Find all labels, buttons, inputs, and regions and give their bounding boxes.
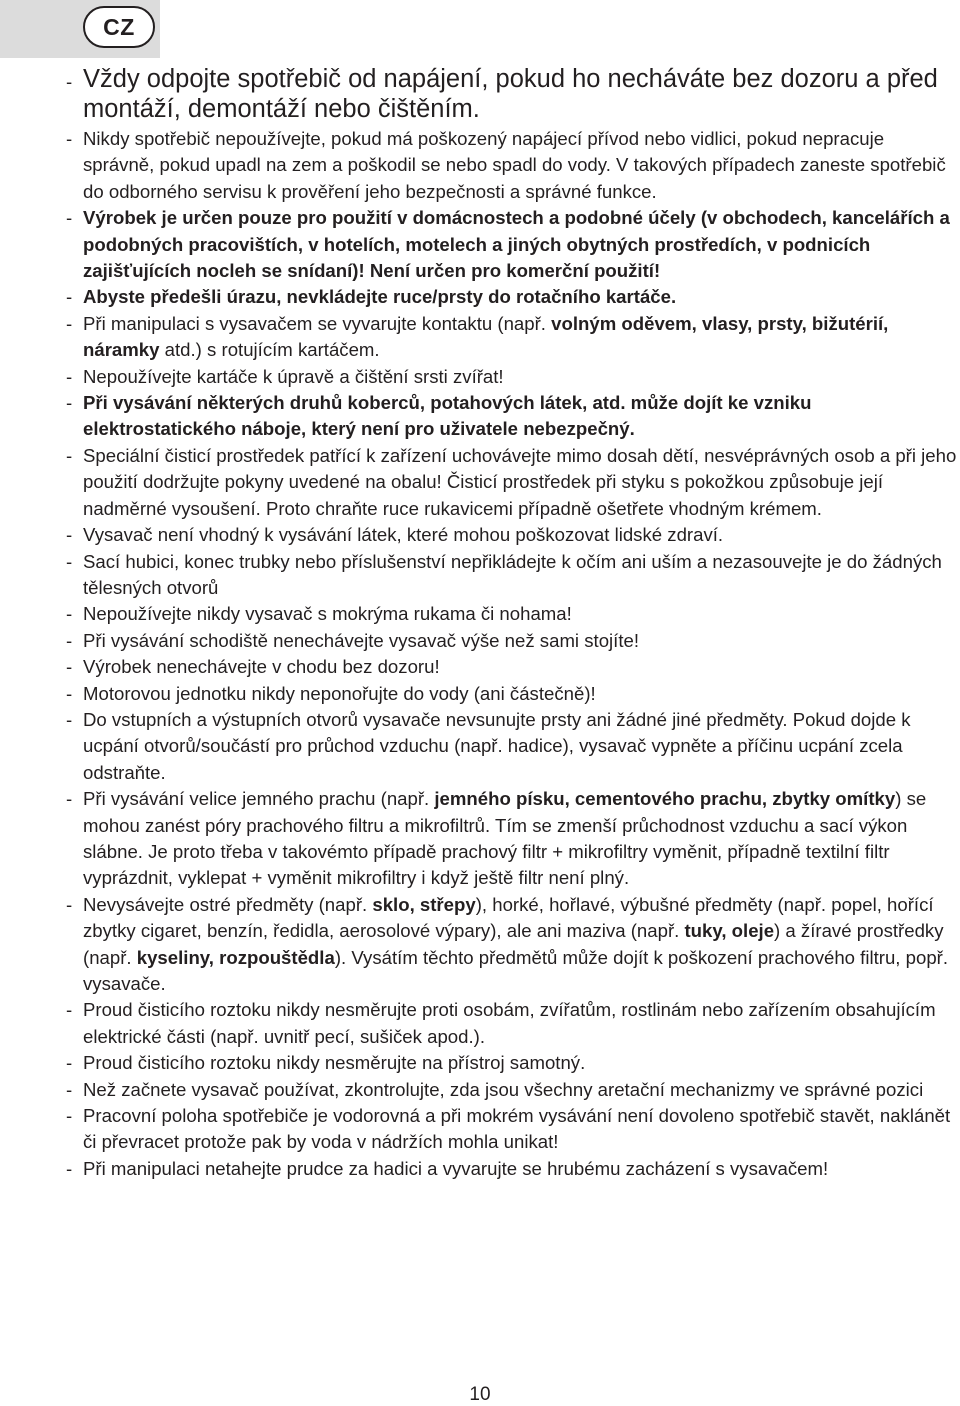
text: ). Vysátím těchto předmětů může dojít k poškození prachového filtru, popř. vysavače. <box>83 946 949 994</box>
list-item <box>66 997 958 1050</box>
list-item <box>66 549 958 602</box>
text: Vysavač není vhodný k vysávání látek, které mohou poškozovat lidské zdraví. <box>83 524 724 546</box>
text: Výrobek nenechávejte v chodu bez dozoru! <box>83 656 440 678</box>
list-item <box>66 601 958 627</box>
text: Při vysávání velice jemného prachu (např. <box>83 788 435 810</box>
safety-list <box>66 64 958 1182</box>
text: Proud čisticího roztoku nikdy nesměrujte na přístroj samotný. <box>83 1052 586 1074</box>
text: Nepoužívejte kartáče k úpravě a čištění srsti zvířat! <box>83 365 504 387</box>
text: Nikdy spotřebič nepoužívejte, pokud má poškozený napájecí přívod nebo vidlici, pokud nepracuje správně, pokud upadl na zem a poškodil se nebo spadl do vody. V takových případech zaneste spotřebič do odborného servisu k prověření jeho bezpečnosti a správné funkce. <box>83 128 946 202</box>
list-item <box>66 522 958 548</box>
list-item <box>66 205 958 284</box>
bold-text: Při vysávání některých druhů koberců, potahových látek, atd. může dojít ke vzniku elektrostatického náboje, který není pro uživatele nebezpečný. <box>83 392 812 440</box>
text: Než začnete vysavač používat, zkontrolujte, zda jsou všechny aretační mechanizmy ve správné pozici <box>83 1078 924 1100</box>
text: Nevysávejte ostré předměty (např. <box>83 893 373 915</box>
safety-instructions <box>66 64 958 1182</box>
list-item <box>66 786 958 892</box>
text: Pracovní poloha spotřebiče je vodorovná a při mokrém vysávání není dovoleno spotřebič stavět, naklánět či převracet protože pak by voda v nádržích mohla unikat! <box>83 1105 951 1153</box>
list-item <box>66 654 958 680</box>
list-item <box>66 681 958 707</box>
list-item <box>66 311 958 364</box>
list-item <box>66 628 958 654</box>
text: Motorovou jednotku nikdy neponořujte do vody (ani částečně)! <box>83 682 596 704</box>
text: Nepoužívejte nikdy vysavač s mokrýma rukama či nohama! <box>83 603 572 625</box>
bold-text: kyseliny, rozpouštědla <box>136 946 335 968</box>
text: Speciální čisticí prostředek patřící k zařízení uchovávejte mimo dosah dětí, nesvéprávných osob a při jeho použití dodržujte pokyny uvedené na obalu! Čisticí prostředek při styku s pokožkou způsobuje její nadměrné vysoušení. Proto chraňte ruce rukavicemi případně ošetřete vhodným krémem. <box>83 444 957 519</box>
bold-text: jemného písku, cementového prachu, zbytky omítky <box>434 788 896 810</box>
text: Sací hubici, konec trubky nebo příslušenství nepřikládejte k očím ani uším a nezasouvejte je do žádných tělesných otvorů <box>83 550 942 598</box>
page-number: 10 <box>469 1384 491 1405</box>
list-item <box>66 64 958 124</box>
bold-text: tuky, oleje <box>684 920 775 942</box>
list-item <box>66 1103 958 1156</box>
list-item <box>66 1050 958 1076</box>
bold-text: Výrobek je určen pouze pro použití v domácnostech a podobné účely (v obchodech, kancelářích a podobných pracovištích, v hotelích, motelech a jiných obytných prostředích, v podnicích zajišťujících nocleh se snídaní)! Není určen pro komerční použití! <box>83 207 950 282</box>
text: ) a žíravé prostředky (např. <box>83 920 944 968</box>
text: ) se mohou zanést póry prachového filtru a mikrofiltrů. Tím se zmenší průchodnost vzduchu a sací výkon slábne. Je proto třeba v takovémto případě prachový filtr + mikrofiltry vyměnit, případně textilní filtr vyprázdnit, vyklepat + vyměnit mikrofiltry i když ještě filtr není plný. <box>83 788 927 889</box>
bold-text: volným oděvem, vlasy, prsty, bižutérií, náramky <box>83 312 889 361</box>
list-item <box>66 390 958 443</box>
bold-text: Abyste předešli úrazu, nevkládejte ruce/prsty do rotačního kartáče. <box>83 286 677 308</box>
list-item <box>66 1077 958 1103</box>
language-badge: CZ <box>83 6 155 48</box>
text: Při vysávání schodiště nenechávejte vysavač výše než sami stojíte! <box>83 629 640 651</box>
text: ), horké, hořlavé, výbušné předměty (např. popel, hořící zbytky cigaret, benzín, ředidla, aerosolové výpary), ale ani maziva (např. <box>83 893 934 942</box>
list-item <box>66 443 958 522</box>
list-item <box>66 284 958 310</box>
list-item <box>66 364 958 390</box>
text: Proud čisticího roztoku nikdy nesměrujte proti osobám, zvířatům, rostlinám nebo zařízením obsahujícím elektrické části (např. uvnitř pecí, sušiček apod.). <box>83 999 936 1047</box>
text: atd.) s rotujícím kartáčem. <box>159 339 380 361</box>
text: Vždy odpojte spotřebič od napájení, pokud ho necháváte bez dozoru a před montáží, demontáží nebo čištěním. <box>83 65 938 123</box>
list-item <box>66 892 958 998</box>
list-item <box>66 126 958 205</box>
list-item <box>66 707 958 786</box>
text: Při manipulaci netahejte prudce za hadici a vyvarujte se hrubému zacházení s vysavačem! <box>83 1157 829 1179</box>
text: Při manipulaci s vysavačem se vyvarujte kontaktu (např. <box>83 312 552 334</box>
text: Do vstupních a výstupních otvorů vysavače nevsunujte prsty ani žádné jiné předměty. Pokud dojde k ucpání otvorů/součástí pro průchod vzduchu (např. hadice), vysavač vypněte a příčinu ucpání zcela odstraňte. <box>83 708 911 783</box>
bold-text: sklo, střepy <box>372 893 476 915</box>
list-item <box>66 1156 958 1182</box>
